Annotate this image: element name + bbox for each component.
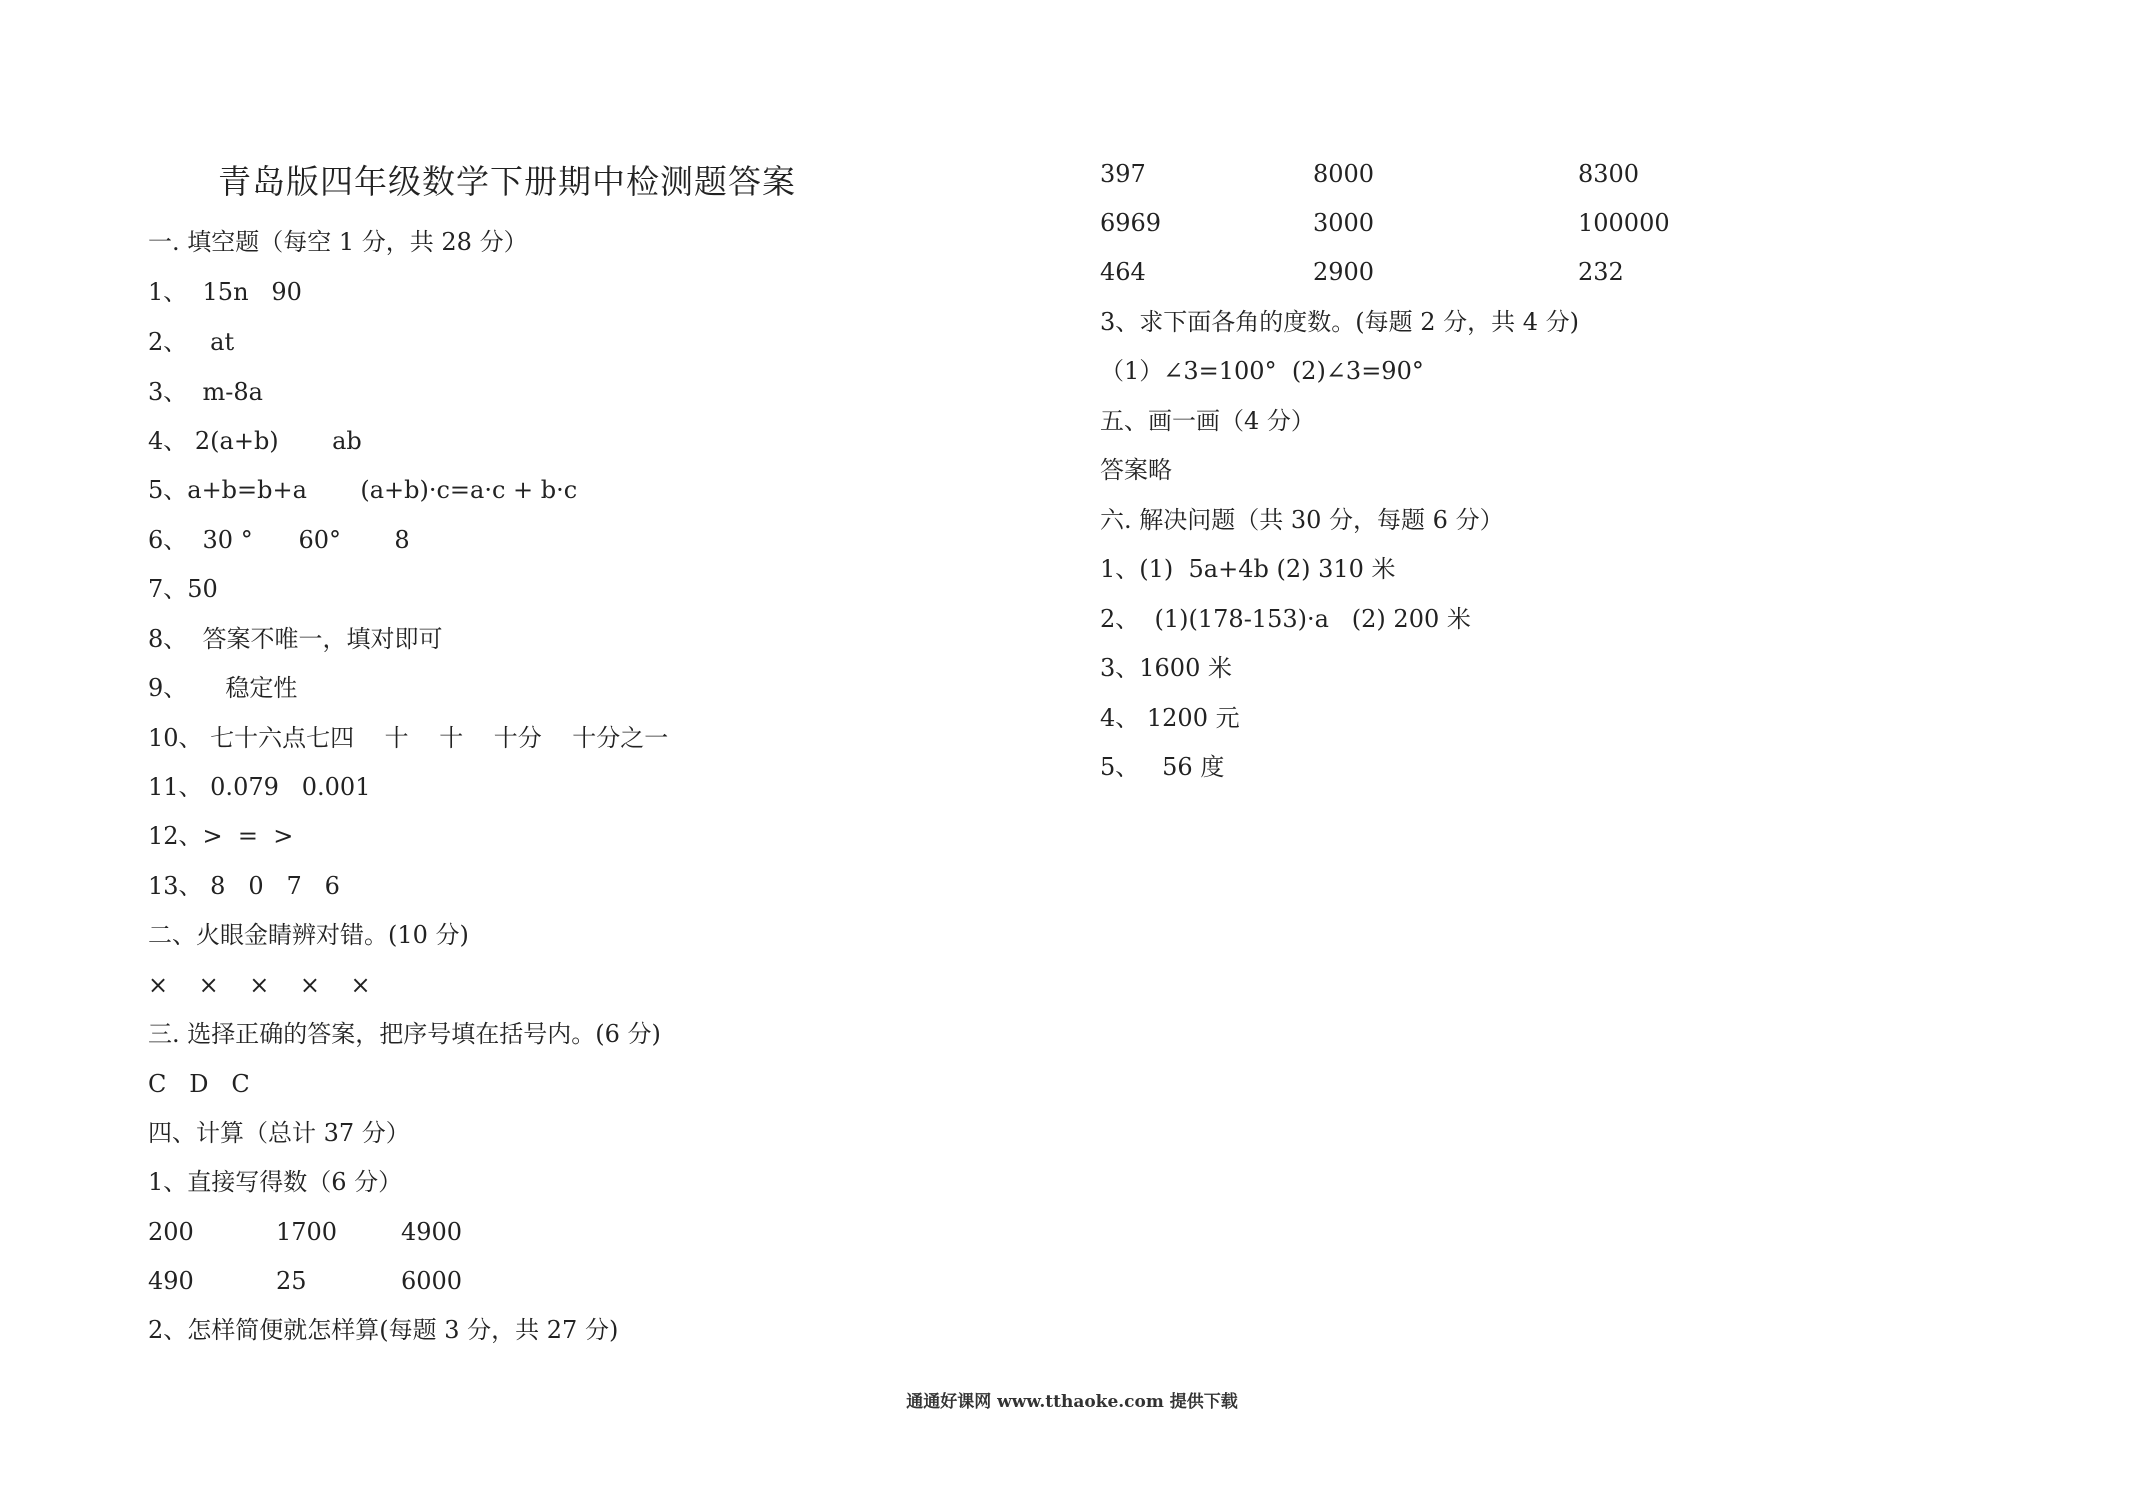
grid2-cell: 464 [1100,258,1146,286]
grid2-cell: 8000 [1313,160,1375,188]
section-4-sub1: 1、直接写得数（6 分） [148,1168,403,1196]
grid2-cell: 6969 [1100,209,1162,237]
grid2-cell: 8300 [1578,160,1640,188]
answer-line: 3、 m-8a [148,378,263,406]
problem-answer: 3、1600 米 [1100,654,1232,682]
answer-line: 5、a+b=b+a (a+b)·c=a·c + b·c [148,476,578,504]
section-5-heading: 五、画一画（4 分） [1100,407,1315,435]
section-6-heading: 六. 解决问题（共 30 分，每题 6 分） [1100,506,1504,534]
answer-line: 2、 at [148,328,235,356]
grid1-cell: 1700 [276,1218,338,1246]
answer-line: 8、 答案不唯一，填对即可 [148,625,443,653]
answer-line: 4、 2(a+b) ab [148,427,362,455]
grid2-cell: 100000 [1578,209,1670,237]
document-title: 青岛版四年级数学下册期中检测题答案 [218,162,796,201]
answer-line: 6、 30 ° 60° 8 [148,526,410,554]
section-1-heading: 一. 填空题（每空 1 分，共 28 分） [148,228,528,256]
answer-line: 11、 0.079 0.001 [148,773,371,801]
problem-answer: 4、 1200 元 [1100,704,1240,732]
grid2-cell: 2900 [1313,258,1375,286]
problem-answer: 5、 56 度 [1100,753,1225,781]
angles-answer: （1）∠3=100° (2)∠3=90° [1100,357,1424,385]
section-3-answers: C D C [148,1070,250,1098]
footer-source-link[interactable]: 通通好课网 www.tthaoke.com 提供下载 [906,1392,1238,1412]
answer-line: 1、 15n 90 [148,278,302,306]
answer-line: 10、 七十六点七四 十 十 十分 十分之一 [148,724,669,752]
grid2-cell: 3000 [1313,209,1375,237]
grid1-cell: 200 [148,1218,194,1246]
section-4-sub2: 2、怎样简便就怎样算(每题 3 分，共 27 分) [148,1316,619,1344]
problem-answer: 2、 (1)(178-153)·a (2) 200 米 [1100,605,1471,633]
section-2-heading: 二、火眼金睛辨对错。(10 分) [148,921,469,949]
answer-line: 12、> = > [148,822,294,850]
grid1-cell: 6000 [401,1267,463,1295]
grid1-cell: 490 [148,1267,194,1295]
section-2-answers: × × × × × [148,971,371,999]
answer-line: 7、50 [148,575,218,603]
section-5-answer: 答案略 [1100,456,1172,484]
section-3-heading: 三. 选择正确的答案，把序号填在括号内。(6 分) [148,1020,661,1048]
answer-line: 13、 8 0 7 6 [148,872,340,900]
section-4-heading: 四、计算（总计 37 分） [148,1119,410,1147]
grid2-cell: 232 [1578,258,1624,286]
grid2-cell: 397 [1100,160,1146,188]
grid1-cell: 4900 [401,1218,463,1246]
section-4-sub3: 3、求下面各角的度数。(每题 2 分，共 4 分) [1100,308,1580,336]
problem-answer: 1、(1) 5a+4b (2) 310 米 [1100,555,1396,583]
grid1-cell: 25 [276,1267,307,1295]
answer-line: 9、 稳定性 [148,674,298,702]
